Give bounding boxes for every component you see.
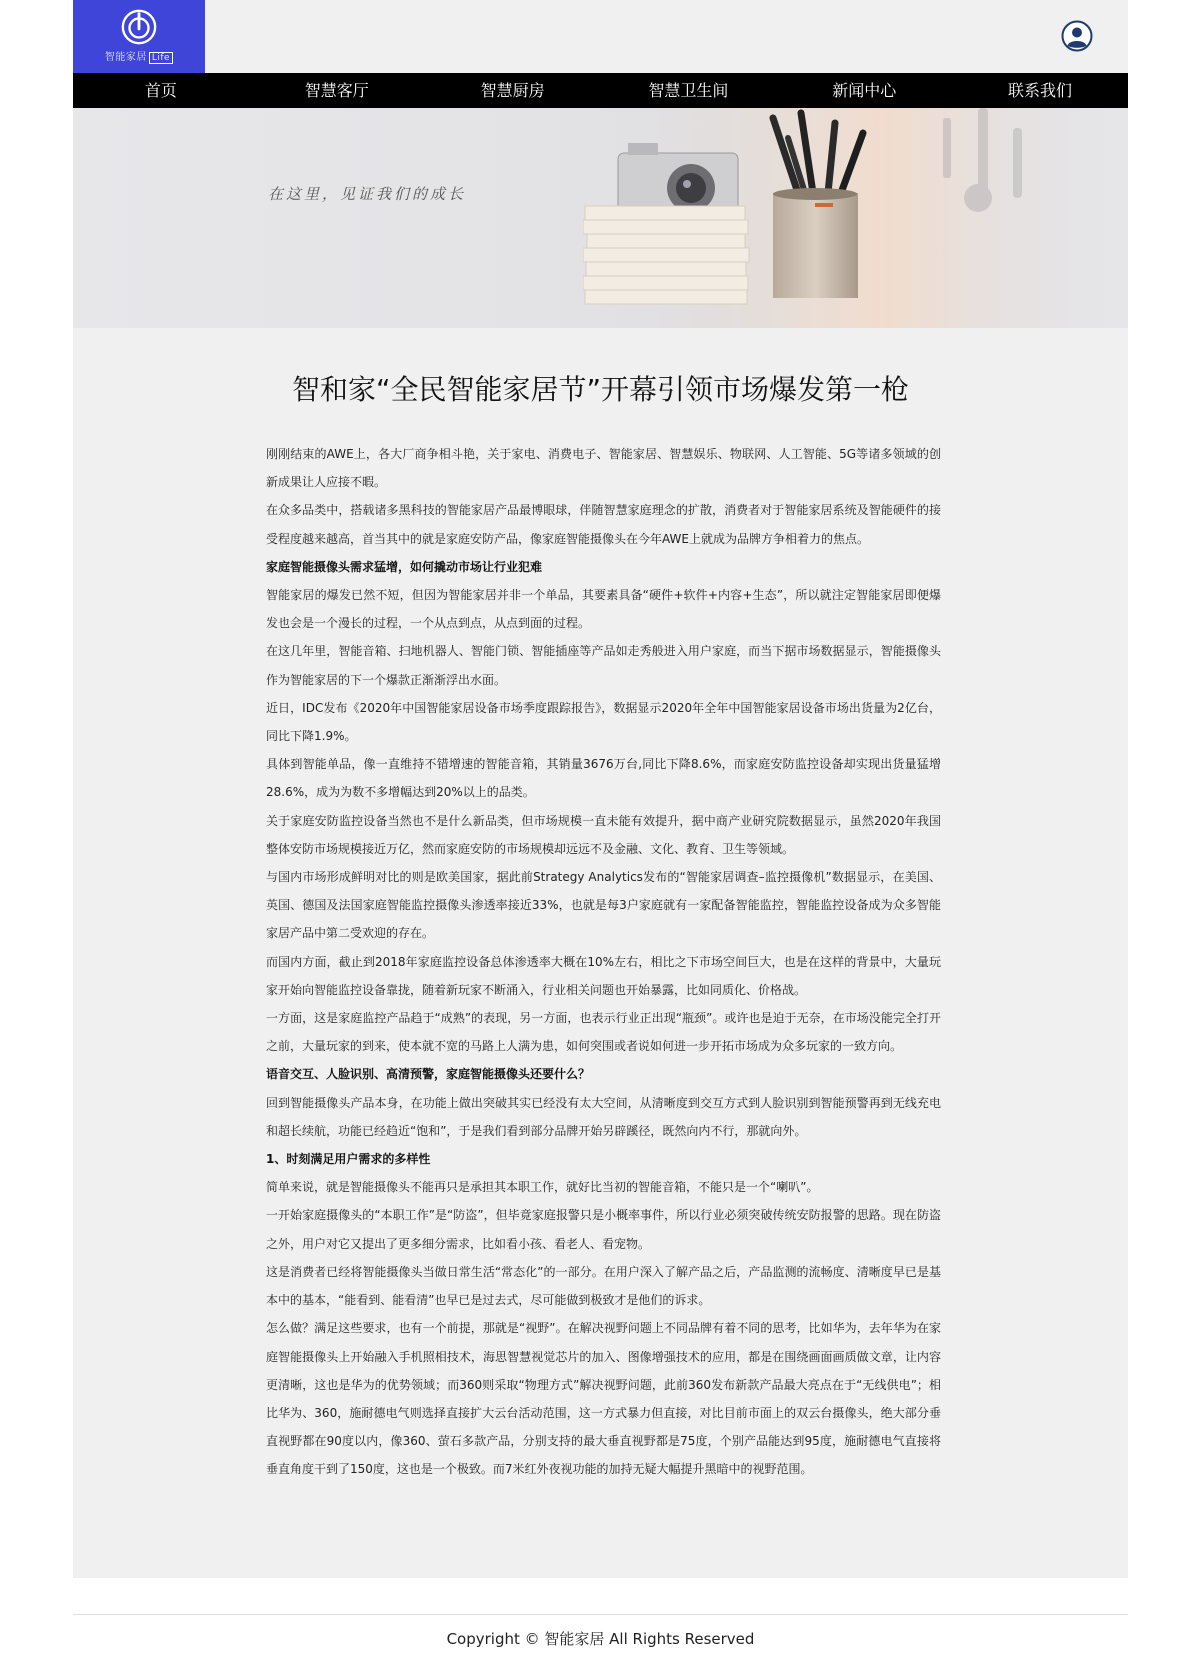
article-paragraph: 具体到智能单品，像一直维持不错增速的智能音箱，其销量3676万台,同比下降8.6%，而家庭安防监控设备却实现出货量猛增28.6%，成为为数不多增幅达到20%以上的品类。 xyxy=(266,757,941,800)
article-paragraph: 在众多品类中，搭载诸多黑科技的智能家居产品最博眼球，伴随智慧家庭理念的扩散，消费者对于智能家居系统及智能硬件的接受程度越来越高，首当其中的就是家庭安防产品，像家庭智能摄像头在今年AWE上就成为品牌方争相着力的焦点。 xyxy=(266,503,941,546)
article-section xyxy=(73,328,1128,1578)
article-paragraph: 简单来说，就是智能摄像头不能再只是承担其本职工作，就好比当初的智能音箱，不能只是一个“喇叭”。 xyxy=(266,1180,819,1195)
article-paragraph: 怎么做？满足这些要求，也有一个前提，那就是“视野”。在解决视野问题上不同品牌有着不同的思考，比如华为，去年华为在家庭智能摄像头上开始融入手机照相技术，海思智慧视觉芯片的加入、图像增强技术的应用，都是在围绕画面画质做文章，让内容更清晰，这也是华为的优势领域；而360则采取“物理方式”解决视野问题，此前360发布新款产品最大亮点在于“无线供电”；相比华为、360，施耐德电气则选择直接扩大云台活动范围，这一方式暴力但直接，对比目前市面上的双云台摄像头，绝大部分垂直视野都在90度以内，像360、萤石多款产品，分别支持的最大垂直视野都是75度，个别产品能达到95度，施耐德电气直接将垂直角度干到了150度，这也是一个极致。而7米红外夜视功能的加持无疑大幅提升黑暗中的视野范围。 xyxy=(266,1321,941,1477)
article-paragraph: 与国内市场形成鲜明对比的则是欧美国家，据此前Strategy Analytics发布的“智能家居调查–监控摄像机”数据显示，在美国、英国、德国及法国家庭智能监控摄像头渗透率接近33%，也就是每3户家庭就有一家配备智能监控，智能监控设备成为众多智能家居产品中第二受欢迎的存在。 xyxy=(266,870,941,941)
footer-divider xyxy=(73,1614,1128,1615)
article-paragraph: 在这几年里，智能音箱、扫地机器人、智能门锁、智能插座等产品如走秀般进入用户家庭，而当下据市场数据显示，智能摄像头作为智能家居的下一个爆款正渐渐浮出水面。 xyxy=(266,644,941,687)
banner-image xyxy=(583,108,1128,328)
nav-contact[interactable]: 联系我们 xyxy=(1008,81,1073,100)
nav-kitchen[interactable]: 智慧厨房 xyxy=(480,81,545,100)
article-paragraph: 关于家庭安防监控设备当然也不是什么新品类，但市场规模一直未能有效提升，据中商产业研究院数据显示，虽然2020年我国整体安防市场规模接近万亿，然而家庭安防的市场规模却远远不及金融、文化、教育、卫生等领域。 xyxy=(266,813,941,856)
logo-text xyxy=(73,48,205,63)
nav-news[interactable]: 新闻中心 xyxy=(832,81,897,100)
user-icon[interactable] xyxy=(1061,20,1093,52)
logo[interactable] xyxy=(73,0,205,73)
article-paragraph: 回到智能摄像头产品本身，在功能上做出突破其实已经没有太大空间，从清晰度到交互方式到人脸识别到智能预警再到无线充电和超长续航，功能已经趋近“饱和”，于是我们看到部分品牌开始另辟蹊径，既然向内不行，那就向外。 xyxy=(266,1095,941,1138)
logo-name: 智能家居 xyxy=(104,52,147,63)
footer-copyright: Copyright © 智能家居 All Rights Reserved xyxy=(446,1630,755,1648)
article-paragraph: 而国内方面，截止到2018年家庭监控设备总体渗透率大概在10%左右，相比之下市场空间巨大，也是在这样的背景中，大量玩家开始向智能监控设备靠拢，随着新玩家不断涌入，行业相关问题也开始暴露，比如同质化、价格战。 xyxy=(266,954,941,997)
nav-living-room[interactable]: 智慧客厅 xyxy=(304,81,369,100)
hero-banner xyxy=(73,108,1128,328)
site-header xyxy=(73,0,1128,73)
article-paragraph: 这是消费者已经将智能摄像头当做日常生活“常态化”的一部分。在用户深入了解产品之后，产品监测的流畅度、清晰度早已是基本中的基本，“能看到、能看清”也早已是过去式，尽可能做到极致才是他们的诉求。 xyxy=(266,1264,941,1308)
article-paragraph: 近日，IDC发布《2020年中国智能家居设备市场季度跟踪报告》，数据显示2020年全年中国智能家居设备市场出货量为2亿台，同比下降1.9%。 xyxy=(266,700,941,744)
article-subheading: 1、时刻满足用户需求的多样性 xyxy=(266,1152,431,1167)
article-title: 智和家“全民智能家居节”开幕引领市场爆发第一枪 xyxy=(291,373,909,406)
article-subheading: 语音交互、人脸识别、高清预警，家庭智能摄像头还要什么？ xyxy=(266,1067,591,1082)
article-paragraph: 刚刚结束的AWE上，各大厂商争相斗艳，关于家电、消费电子、智能家居、智慧娱乐、物联网、人工智能、5G等诸多领域的创新成果让人应接不暇。 xyxy=(266,447,941,490)
article-subheading: 家庭智能摄像头需求猛增，如何撬动市场让行业犯难 xyxy=(266,559,543,574)
article-paragraph: 一方面，这是家庭监控产品趋于“成熟”的表现，另一方面，也表示行业正出现“瓶颈”。或许也是迫于无奈，在市场没能完全打开之前，大量玩家的到来，使本就不宽的马路上人满为患，如何突围或者说如何进一步开拓市场成为众多玩家的一致方向。 xyxy=(266,1011,941,1054)
logo-tag: Life xyxy=(149,52,173,64)
article-paragraph: 一开始家庭摄像头的“本职工作”是“防盗”，但毕竟家庭报警只是小概率事件，所以行业必须突破传统安防报警的思路。现在防盗之外，用户对它又提出了更多细分需求，比如看小孩、看老人、看宠物。 xyxy=(266,1208,941,1251)
article-body xyxy=(266,440,941,1484)
main-nav xyxy=(73,73,1128,108)
nav-home[interactable]: 首页 xyxy=(144,81,177,100)
nav-bathroom[interactable]: 智慧卫生间 xyxy=(648,81,729,100)
banner-slogan: 在这里，见证我们的成长 xyxy=(268,185,467,203)
power-logo-icon xyxy=(120,8,158,46)
article-paragraph: 智能家居的爆发已然不短，但因为智能家居并非一个单品，其要素具备“硬件+软件+内容+生态”，所以就注定智能家居即便爆发也会是一个漫长的过程，一个从点到点，从点到面的过程。 xyxy=(266,588,941,631)
